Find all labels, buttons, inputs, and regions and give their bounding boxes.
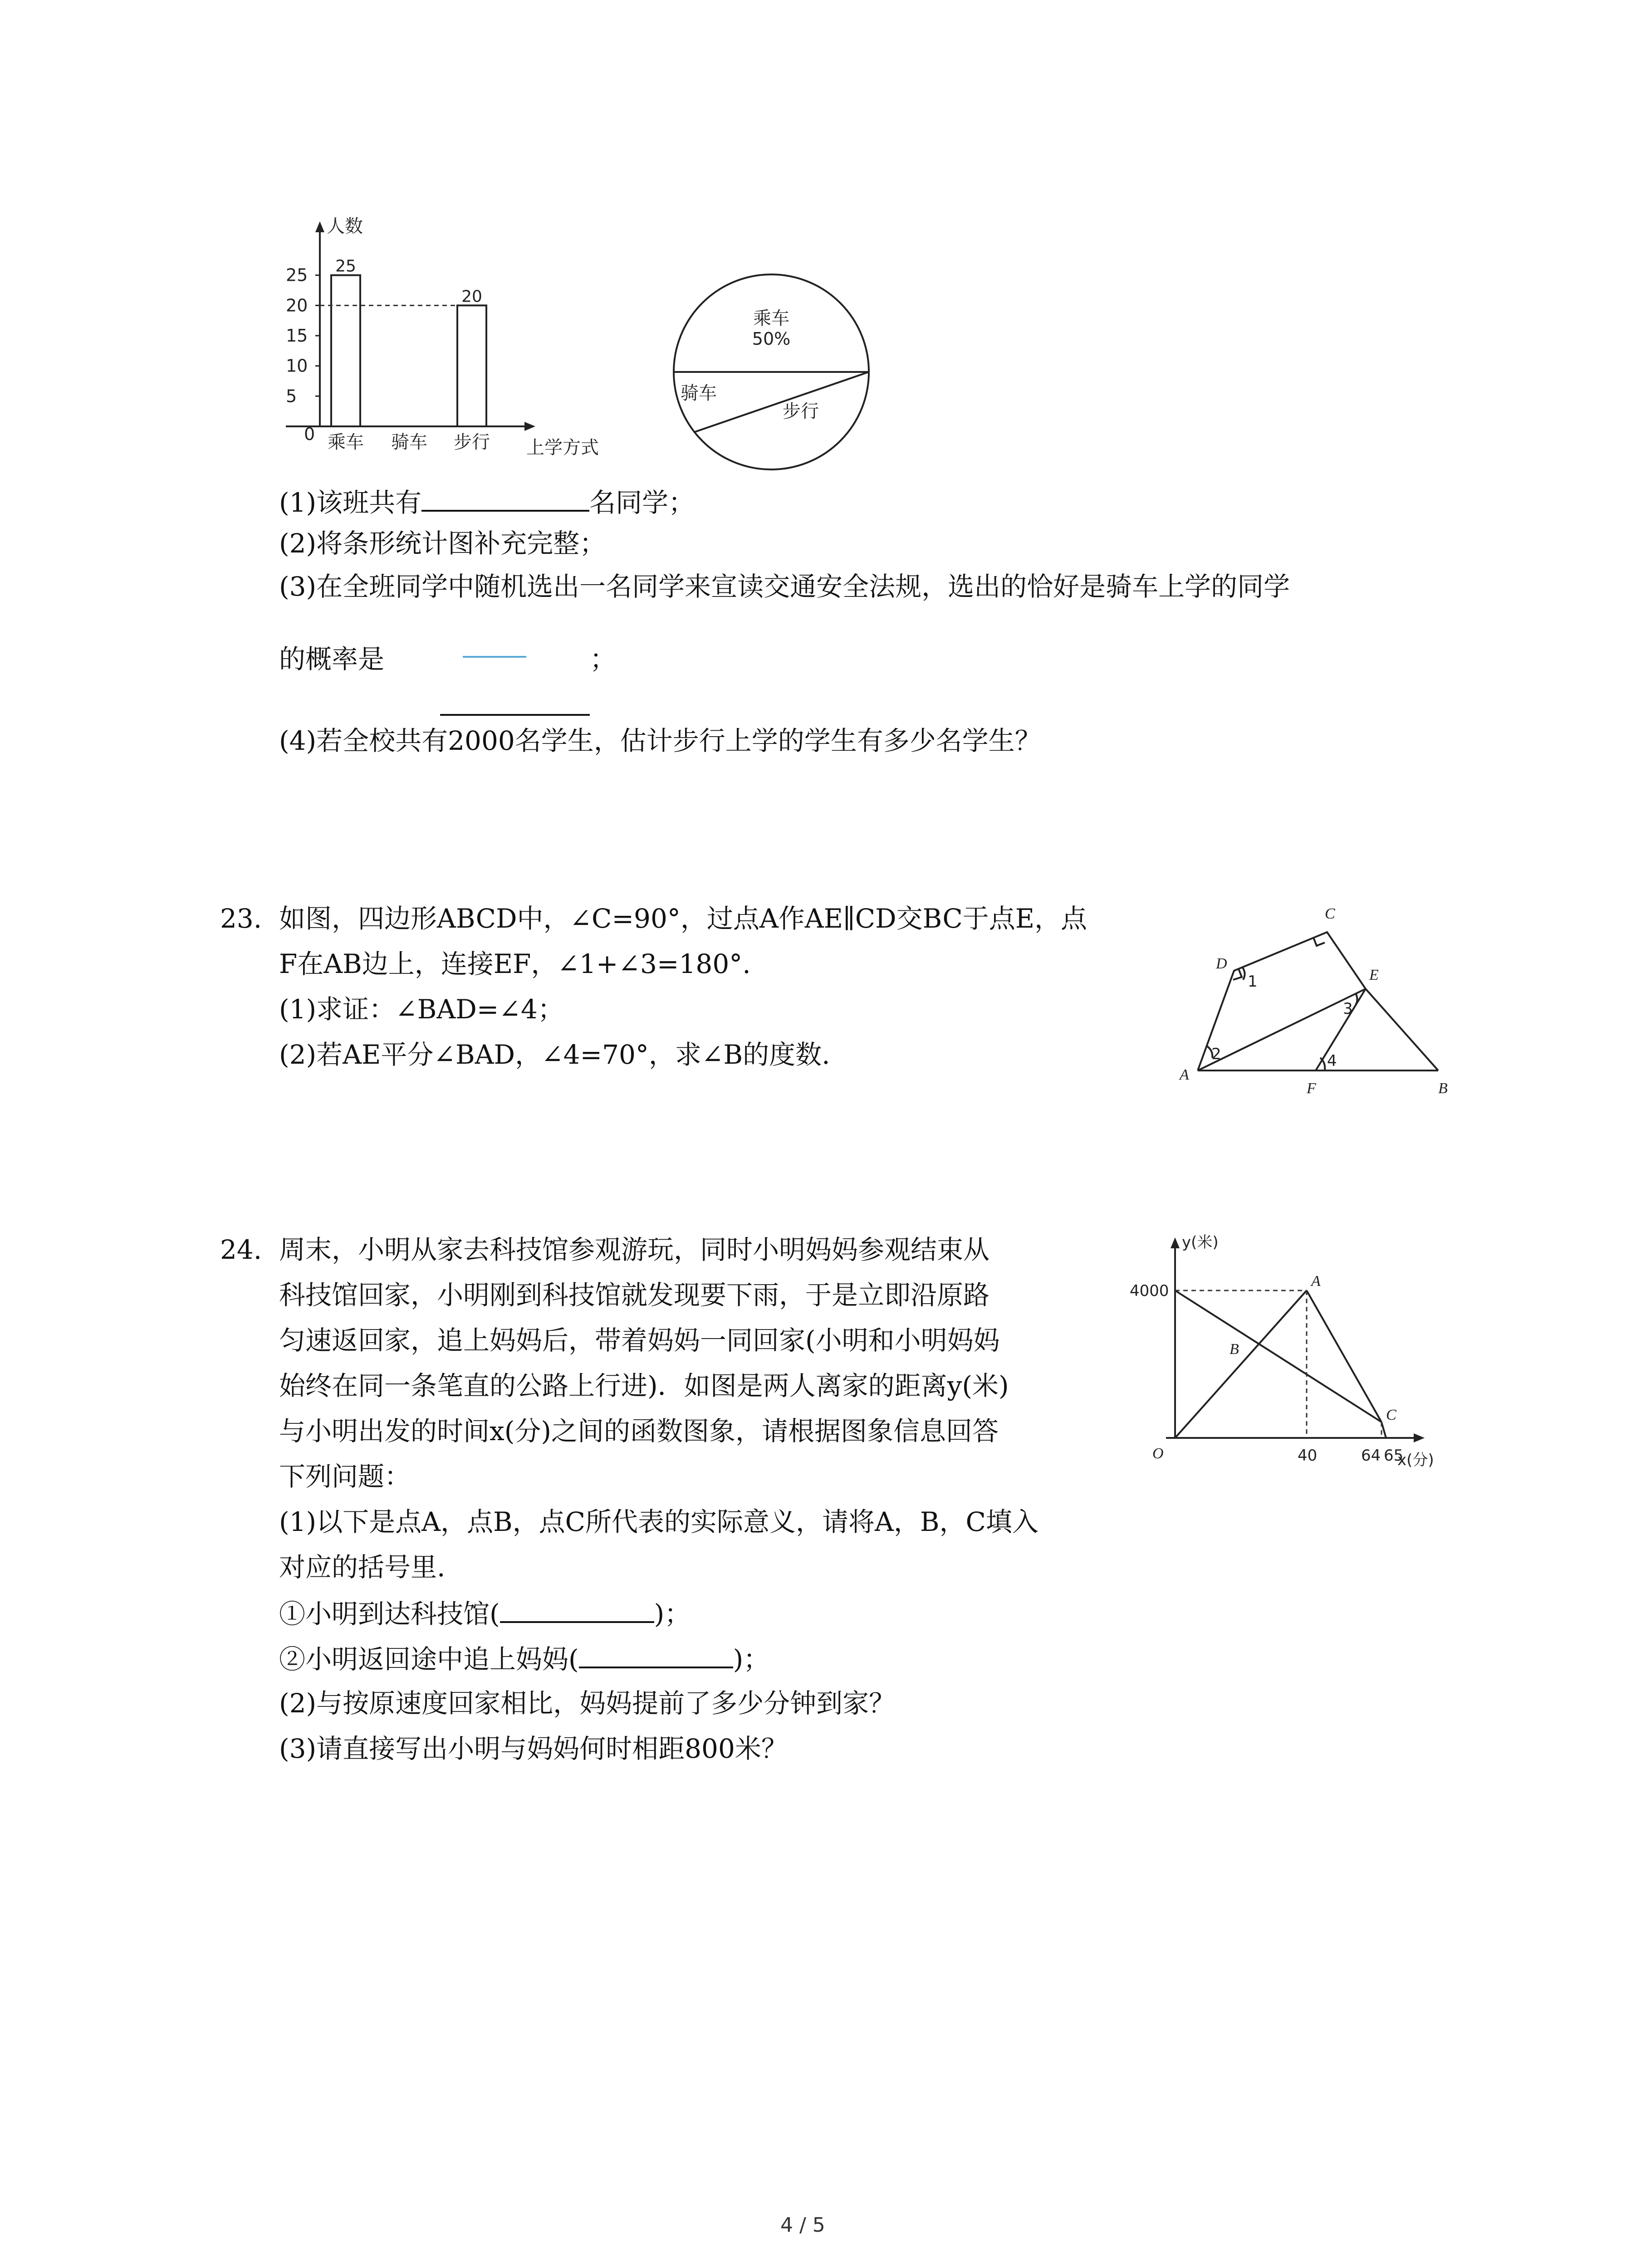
y-axis-arrow: [315, 221, 324, 232]
angle-label-3: 3: [1343, 1000, 1353, 1018]
origin-label: 0: [304, 424, 315, 444]
q24-number: 24.: [220, 1234, 262, 1265]
y-tick-label: 5: [286, 386, 297, 406]
pie-label-bike: 骑车: [681, 383, 717, 404]
q24-line3: 匀速返回家，追上妈妈后，带着妈妈一同回家(小明和小明妈妈: [279, 1325, 1000, 1356]
graph-point-C: C: [1386, 1407, 1396, 1423]
graph-x-tick-40: 40: [1298, 1447, 1318, 1465]
q24-line5: 与小明出发的时间x(分)之间的函数图象，请根据图象信息回答: [279, 1416, 999, 1447]
y-axis-label: 人数: [327, 216, 363, 237]
right-angle-mark-C: [1313, 938, 1325, 946]
y-tick-label: 10: [286, 356, 308, 376]
answer-blank-A-meaning[interactable]: [500, 1597, 654, 1623]
graph-x-tick-64: 64: [1361, 1447, 1381, 1465]
category-label: 骑车: [391, 432, 427, 453]
angle-label-4: 4: [1327, 1052, 1337, 1070]
q24-line7: (1)以下是点A，点B，点C所代表的实际意义，请将A，B，C填入: [279, 1506, 1038, 1537]
q22-part3-text-b: 的概率是: [279, 644, 385, 675]
point-label-B: B: [1438, 1080, 1448, 1097]
angle-label-1: 1: [1248, 973, 1258, 991]
q23-number: 23.: [220, 903, 262, 934]
page-number: 4 / 5: [780, 2214, 825, 2237]
segment-EB: [1366, 989, 1438, 1070]
graph-y-tick-4000: 4000: [1130, 1282, 1169, 1300]
y-tick-label: 20: [286, 295, 308, 316]
q23-line1: 如图，四边形ABCD中，∠C=90°，过点A作AE∥CD交BC于点E，点: [279, 903, 1087, 934]
x-axis-label: 上学方式: [526, 437, 599, 458]
q24-line10: [279, 1642, 769, 1675]
answer-blank-total[interactable]: [421, 485, 589, 512]
y-tick-label: 15: [286, 326, 308, 346]
pie-label-walk: 步行: [783, 401, 819, 422]
q22-part1: [279, 485, 695, 518]
bar-0: [331, 275, 360, 426]
q22-part2: (2)将条形统计图补充完整；: [279, 528, 606, 559]
q24-line10-text-b: )；: [733, 1644, 770, 1675]
q23-line2: F在AB边上，连接EF，∠1+∠3=180°.: [279, 948, 751, 979]
y-tick-label: 25: [286, 265, 308, 285]
graph-x-tick-65: 65: [1384, 1447, 1404, 1465]
q22-part1-text-b: 名同学；: [589, 487, 695, 518]
bar-value-label: 25: [335, 257, 356, 276]
q24-line11: (2)与按原速度回家相比，妈妈提前了多少分钟到家？: [279, 1688, 896, 1719]
point-label-A: A: [1180, 1066, 1189, 1083]
pie-chart: [667, 268, 876, 476]
segment-OA: [1175, 1290, 1307, 1438]
q24-line6: 下列问题：: [279, 1461, 411, 1492]
q24-line10-text-a: ②小明返回途中追上妈妈(: [279, 1644, 579, 1675]
answer-blank-B-meaning[interactable]: [579, 1642, 733, 1668]
angle-arc-3: [1356, 993, 1357, 1005]
angle-label-2: 2: [1211, 1045, 1221, 1063]
category-label: 步行: [454, 432, 490, 453]
graph-x-label: x(分): [1397, 1451, 1434, 1469]
bar-chart: [254, 209, 626, 463]
q22-part1-text-a: (1)该班共有: [279, 487, 422, 518]
q24-line4: 始终在同一条笔直的公路上行进)．如图是两人离家的距离y(米): [279, 1370, 1009, 1401]
point-label-D: D: [1216, 955, 1227, 972]
q24-line8: 对应的括号里.: [279, 1552, 446, 1583]
x-axis-arrow: [524, 422, 535, 431]
bar-value-label: 20: [461, 287, 482, 306]
q24-line1: 周末，小明从家去科技馆参观游玩，同时小明妈妈参观结束从: [279, 1234, 990, 1265]
point-label-E: E: [1369, 967, 1379, 983]
q24-line12: (3)请直接写出小明与妈妈何时相距800米？: [279, 1733, 788, 1764]
segment-AC: [1307, 1290, 1381, 1422]
q24-line2: 科技馆回家，小明刚到科技馆就发现要下雨，于是立即沿原路: [279, 1280, 990, 1310]
q24-function-graph: [1125, 1225, 1470, 1479]
fraction-bar-blue: [463, 656, 526, 658]
graph-x-arrow: [1414, 1433, 1425, 1442]
point-label-C: C: [1325, 905, 1335, 922]
q24-line9-text-a: ①小明到达科技馆(: [279, 1598, 500, 1629]
pie-percent-car: 50%: [752, 329, 791, 349]
q22-part3-semicolon: ；: [590, 644, 617, 675]
angle-arc-4: [1320, 1058, 1325, 1070]
q23-geometry-figure: [1166, 894, 1456, 1102]
graph-point-A: A: [1311, 1273, 1321, 1290]
answer-blank-probability[interactable]: [440, 714, 590, 716]
graph-y-label: y(米): [1182, 1233, 1219, 1251]
graph-origin-label: O: [1152, 1445, 1164, 1462]
category-label: 乘车: [328, 432, 364, 453]
q24-line9: [279, 1597, 691, 1630]
q24-line9-text-b: )；: [654, 1598, 691, 1629]
point-label-F: F: [1307, 1080, 1316, 1097]
pie-label-car: 乘车: [753, 308, 789, 329]
q22-part4: (4)若全校共有2000名学生，估计步行上学的学生有多少名学生？: [279, 725, 1041, 756]
q22-part3-line1: (3)在全班同学中随机选出一名同学来宣读交通安全法规，选出的恰好是骑车上学的同学: [279, 571, 1290, 602]
q22-part3-line2: [279, 643, 384, 675]
graph-point-B: B: [1230, 1341, 1239, 1358]
angle-arc-1: [1242, 967, 1245, 980]
bar-2: [457, 305, 486, 426]
q23-line4: (2)若AE平分∠BAD，∠4=70°，求∠B的度数.: [279, 1039, 830, 1070]
graph-y-arrow: [1171, 1237, 1180, 1248]
q23-line3: (1)求证：∠BAD=∠4；: [279, 994, 564, 1025]
